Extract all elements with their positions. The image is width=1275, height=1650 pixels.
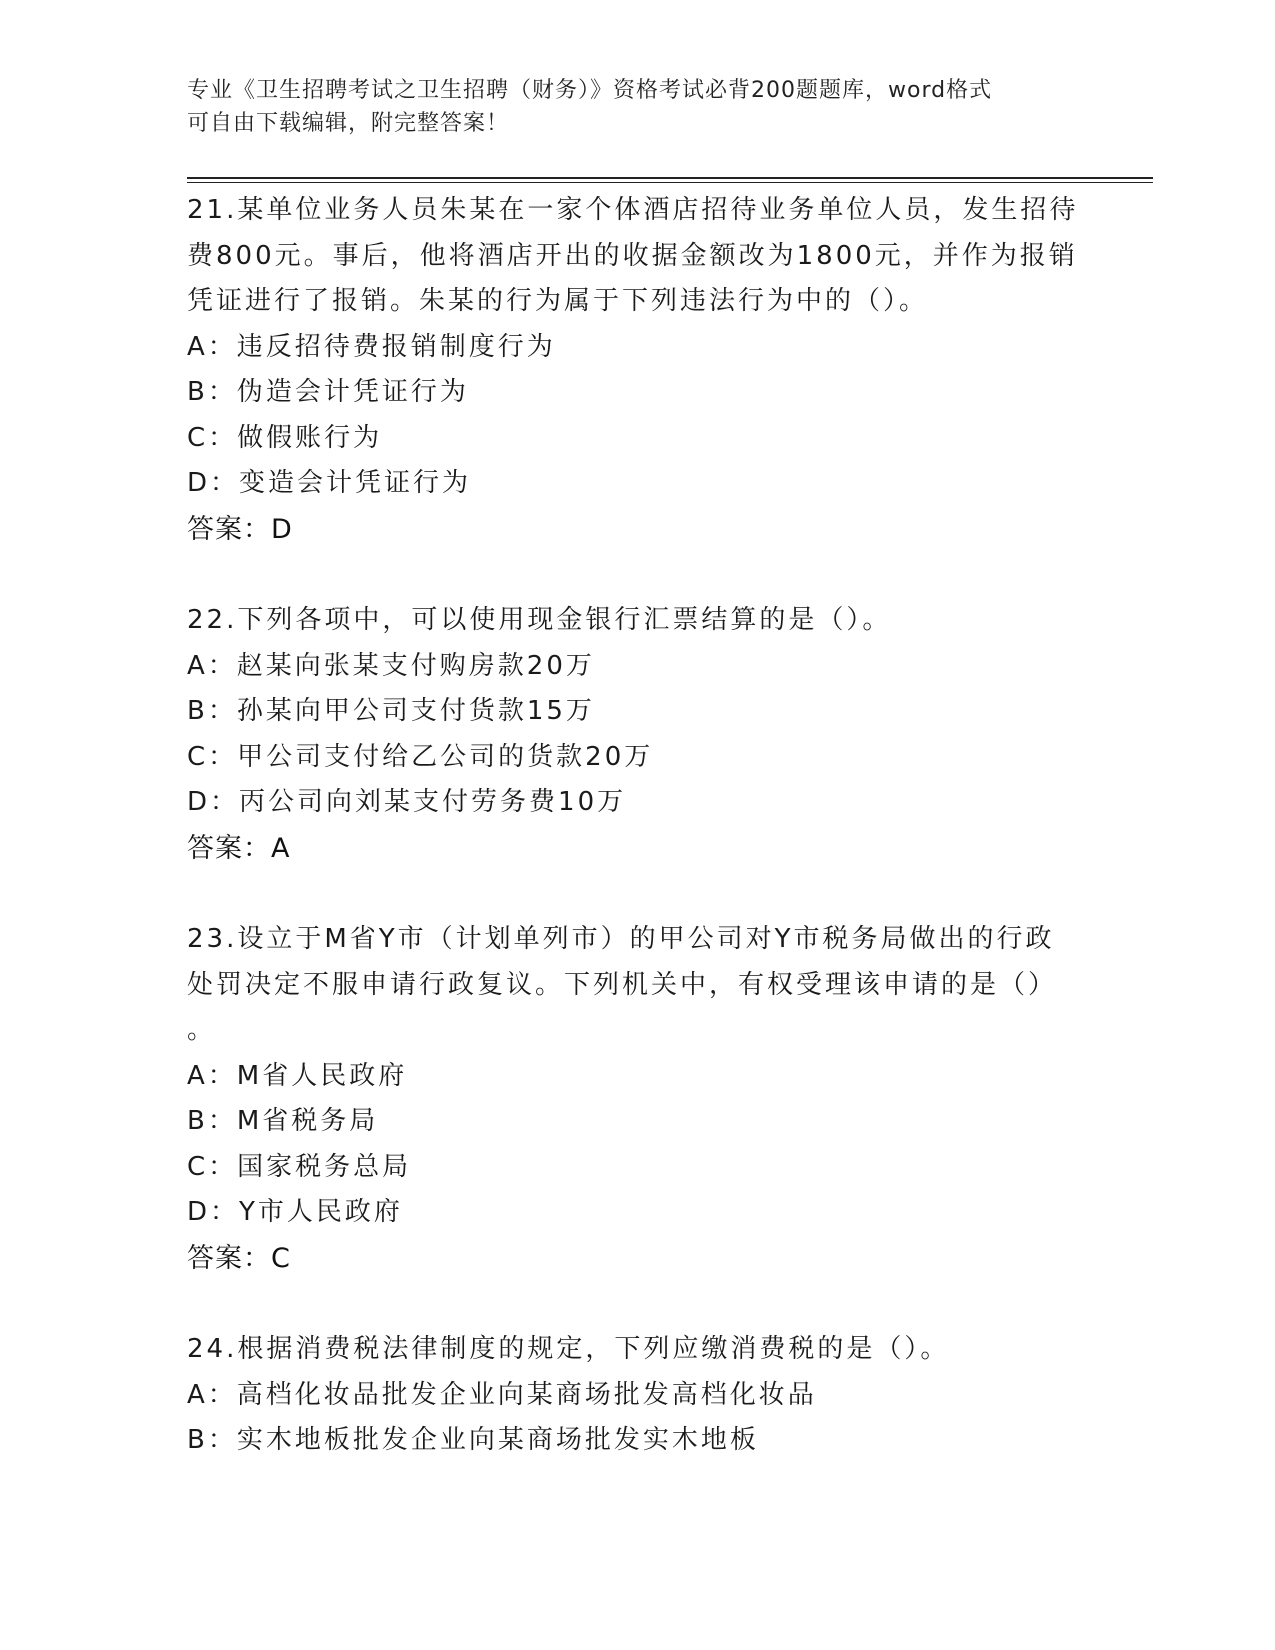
question-stem-line: 凭证进行了报销。朱某的行为属于下列违法行为中的（）。 — [187, 286, 929, 316]
question-21 — [187, 188, 1087, 552]
option-b: B：孙某向甲公司支付货款15万 — [187, 696, 595, 726]
option-b: B：M省税务局 — [187, 1106, 379, 1136]
option-a: A：高档化妆品批发企业向某商场批发高档化妆品 — [187, 1379, 817, 1410]
question-stem-line: 21.某单位业务人员朱某在一家个体酒店招待业务单位人员，发生招待 — [187, 195, 1079, 225]
question-22 — [187, 598, 1087, 871]
question-stem-line: 24.根据消费税法律制度的规定，下列应缴消费税的是（）。 — [187, 1334, 950, 1364]
question-24 — [187, 1327, 1087, 1464]
question-23 — [187, 917, 1087, 1281]
header-divider-thin — [187, 182, 1153, 183]
option-c: C：甲公司支付给乙公司的货款20万 — [187, 741, 654, 772]
header-line-1: 专业《卫生招聘考试之卫生招聘（财务）》资格考试必背200题题库，word格式 — [187, 78, 993, 103]
option-b: B：伪造会计凭证行为 — [187, 377, 469, 407]
question-list — [187, 188, 1087, 1464]
question-stem-line: 23.设立于M省Y市（计划单列市）的甲公司对Y市税务局做出的行政 — [187, 924, 1055, 954]
header-divider-thick — [187, 177, 1153, 179]
spacer — [187, 871, 1087, 917]
question-stem-line: 费800元。事后，他将酒店开出的收据金额改为1800元，并作为报销 — [187, 240, 1078, 271]
spacer — [187, 552, 1087, 598]
option-d: D：丙公司向刘某支付劳务费10万 — [187, 787, 627, 817]
option-b: B：实木地板批发企业向某商场批发实木地板 — [187, 1425, 759, 1455]
question-stem-line: 处罚决定不服申请行政复议。下列机关中，有权受理该申请的是（） — [187, 969, 1058, 1000]
document-header — [187, 74, 1067, 140]
question-stem-line: 。 — [187, 1015, 217, 1045]
option-d: D：变造会计凭证行为 — [187, 468, 472, 498]
option-c: C：国家税务总局 — [187, 1151, 412, 1182]
answer: 答案：D — [187, 513, 293, 545]
answer: 答案：A — [187, 832, 291, 864]
option-a: A：赵某向张某支付购房款20万 — [187, 650, 595, 681]
answer: 答案：C — [187, 1242, 291, 1274]
option-a: A：违反招待费报销制度行为 — [187, 331, 556, 362]
option-a: A：M省人民政府 — [187, 1060, 408, 1091]
spacer — [187, 1281, 1087, 1327]
question-stem-line: 22.下列各项中，可以使用现金银行汇票结算的是（）。 — [187, 605, 892, 635]
option-c: C：做假账行为 — [187, 422, 383, 453]
option-d: D：Y市人民政府 — [187, 1197, 403, 1227]
header-line-2: 可自由下载编辑，附完整答案！ — [187, 111, 510, 136]
